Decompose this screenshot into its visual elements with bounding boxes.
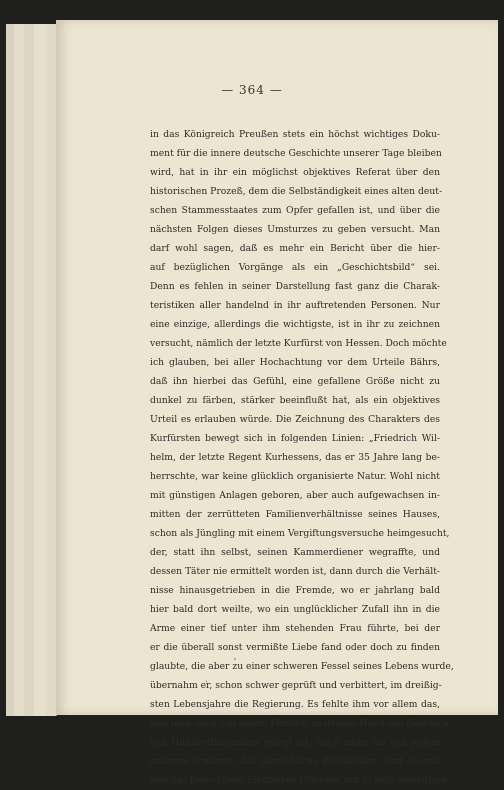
text-line: mitten der zerrütteten Familienverhältnisse seines Hauses, bbox=[150, 509, 440, 520]
text-line: nächsten Folgen dieses Umsturzes zu geben versucht. Man bbox=[150, 224, 440, 235]
text-line: nisse hinausgetrieben in die Fremde, wo er jahrlang bald bbox=[150, 585, 440, 596]
text-line: dessen Täter nie ermittelt worden ist, dann durch die Verhält- bbox=[150, 566, 440, 577]
text-line: schen Stammesstaates zum Opfer gefallen ist, und über die bbox=[150, 205, 440, 216]
text-line: Urteil es erlauben würde. Die Zeichnung des Charakters des bbox=[150, 414, 440, 425]
text-line: in das Königreich Preußen stets ein höchst wichtiges Doku- bbox=[150, 129, 440, 140]
text-line: auf bezüglichen Vorgänge als ein „Geschichtsbild“ sei. bbox=[150, 262, 440, 273]
text-line: war das Bewußtsein fürstlicher Pflichten nur in sehr einseitiger bbox=[150, 775, 448, 786]
text-line: von Hunderttausenden gelegt ist, noch mehr als von jedem bbox=[150, 737, 440, 748]
text-line: darf wohl sagen, daß es mehr ein Bericht über die hier- bbox=[150, 243, 440, 254]
text-line: der, statt ihn selbst, seinen Kammerdiener wegraffte, und bbox=[150, 547, 440, 558]
text-line: Denn es fehlen in seiner Darstellung fast ganz die Charak- bbox=[150, 281, 440, 292]
text-line: Kurfürsten bewegt sich in folgenden Linien: „Friedrich Wil- bbox=[150, 433, 440, 444]
text-line: mit günstigen Anlagen geboren, aber auch aufgewachsen in- bbox=[150, 490, 440, 501]
text-line: daß ihn hierbei das Gefühl, eine gefallene Größe nicht zu bbox=[150, 376, 440, 387]
text-line: was man doch von einem Fürsten, in dessen Hand das Geschick bbox=[150, 718, 449, 729]
text-line: ich glauben, bei aller Hochachtung vor dem Urteile Bährs, bbox=[150, 357, 440, 368]
text-line: glaubte, die aber zu einer schweren Fessel seines Lebens wurde, bbox=[150, 661, 454, 672]
text-line: teristiken aller handelnd in ihr auftretenden Personen. Nur bbox=[150, 300, 440, 311]
text-line: wird, hat in ihr ein möglichst objektives Referat über den bbox=[150, 167, 440, 178]
text-line: eine einzige, allerdings die wichtigste, ist in ihr zu zeichnen bbox=[150, 319, 440, 330]
text-line: Arme einer tief unter ihm stehenden Frau führte, bei der bbox=[150, 623, 440, 634]
text-line: herrschte, war keine glücklich organisierte Natur. Wohl nicht bbox=[150, 471, 440, 482]
text-line: historischen Prozeß, dem die Selbständigkeit eines alten deut- bbox=[150, 186, 443, 197]
text-line: ment für die innere deutsche Geschichte unserer Tage bleiben bbox=[150, 148, 442, 159]
text-line: hier bald dort weilte, wo ein unglücklicher Zufall ihn in die bbox=[150, 604, 440, 615]
text-line: übernahm er, schon schwer geprüft und verbittert, im dreißig- bbox=[150, 680, 442, 691]
body-text bbox=[150, 125, 454, 790]
text-line: helm, der letzte Regent Kurhessens, das er 35 Jahre lang be- bbox=[150, 452, 440, 463]
page-number: — 364 — bbox=[221, 83, 283, 97]
text-line: dunkel zu färben, stärker beeinflußt hat, als ein objektives bbox=[150, 395, 440, 406]
text-line: versucht, nämlich der letzte Kurfürst von Hessen. Doch möchte bbox=[150, 338, 447, 349]
text-line: anderen erwartet, das menschliche Wohlwollen. Und ebenso bbox=[150, 756, 440, 767]
text-line: sten Lebensjahre die Regierung. Es fehlte ihm vor allem das, bbox=[150, 699, 440, 710]
text-line: er die überall sonst vermißte Liebe fand oder doch zu finden bbox=[150, 642, 440, 653]
text-line: schon als Jüngling mit einem Vergiftungsversuche heimgesucht, bbox=[150, 528, 450, 539]
